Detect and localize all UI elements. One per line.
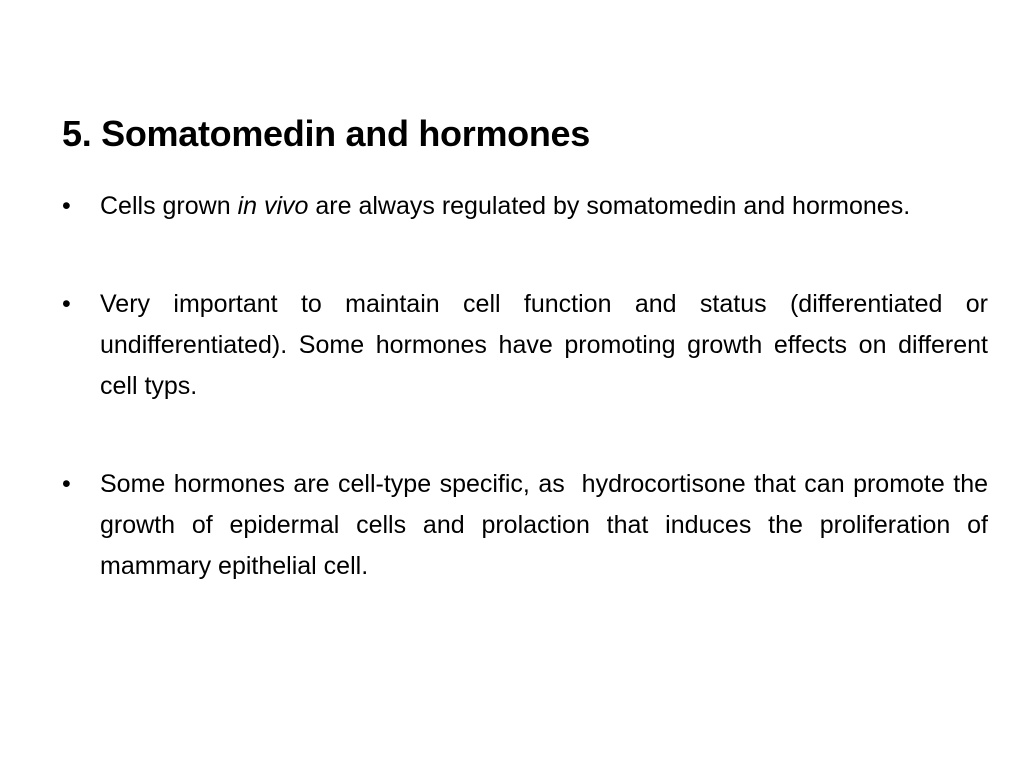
bullet-list — [62, 186, 995, 644]
bullet-text-italic: in vivo — [237, 192, 309, 220]
bullet-item — [62, 464, 995, 587]
bullet-icon: • — [62, 470, 71, 498]
bullet-text-part: are always regulated by somatomedin and hormones. — [308, 192, 911, 220]
slide-title: 5. Somatomedin and hormones — [62, 113, 590, 154]
bullet-icon: • — [62, 192, 71, 220]
bullet-item — [62, 186, 988, 227]
bullet-text-part: Cells grown — [100, 192, 238, 220]
bullet-text — [100, 186, 988, 227]
bullet-item — [62, 284, 988, 407]
bullet-icon: • — [62, 290, 71, 318]
bullet-text: Some hormones are cell-type specific, as hydrocortisone that can promote the growth of epidermal cells and prolaction that induces the proliferation of mammary epithelial cell. — [100, 470, 995, 580]
bullet-text: Very important to maintain cell function and status (differentiated or undifferentiated). Some hormones have promoting growth effects on different cell typs. — [100, 290, 988, 400]
